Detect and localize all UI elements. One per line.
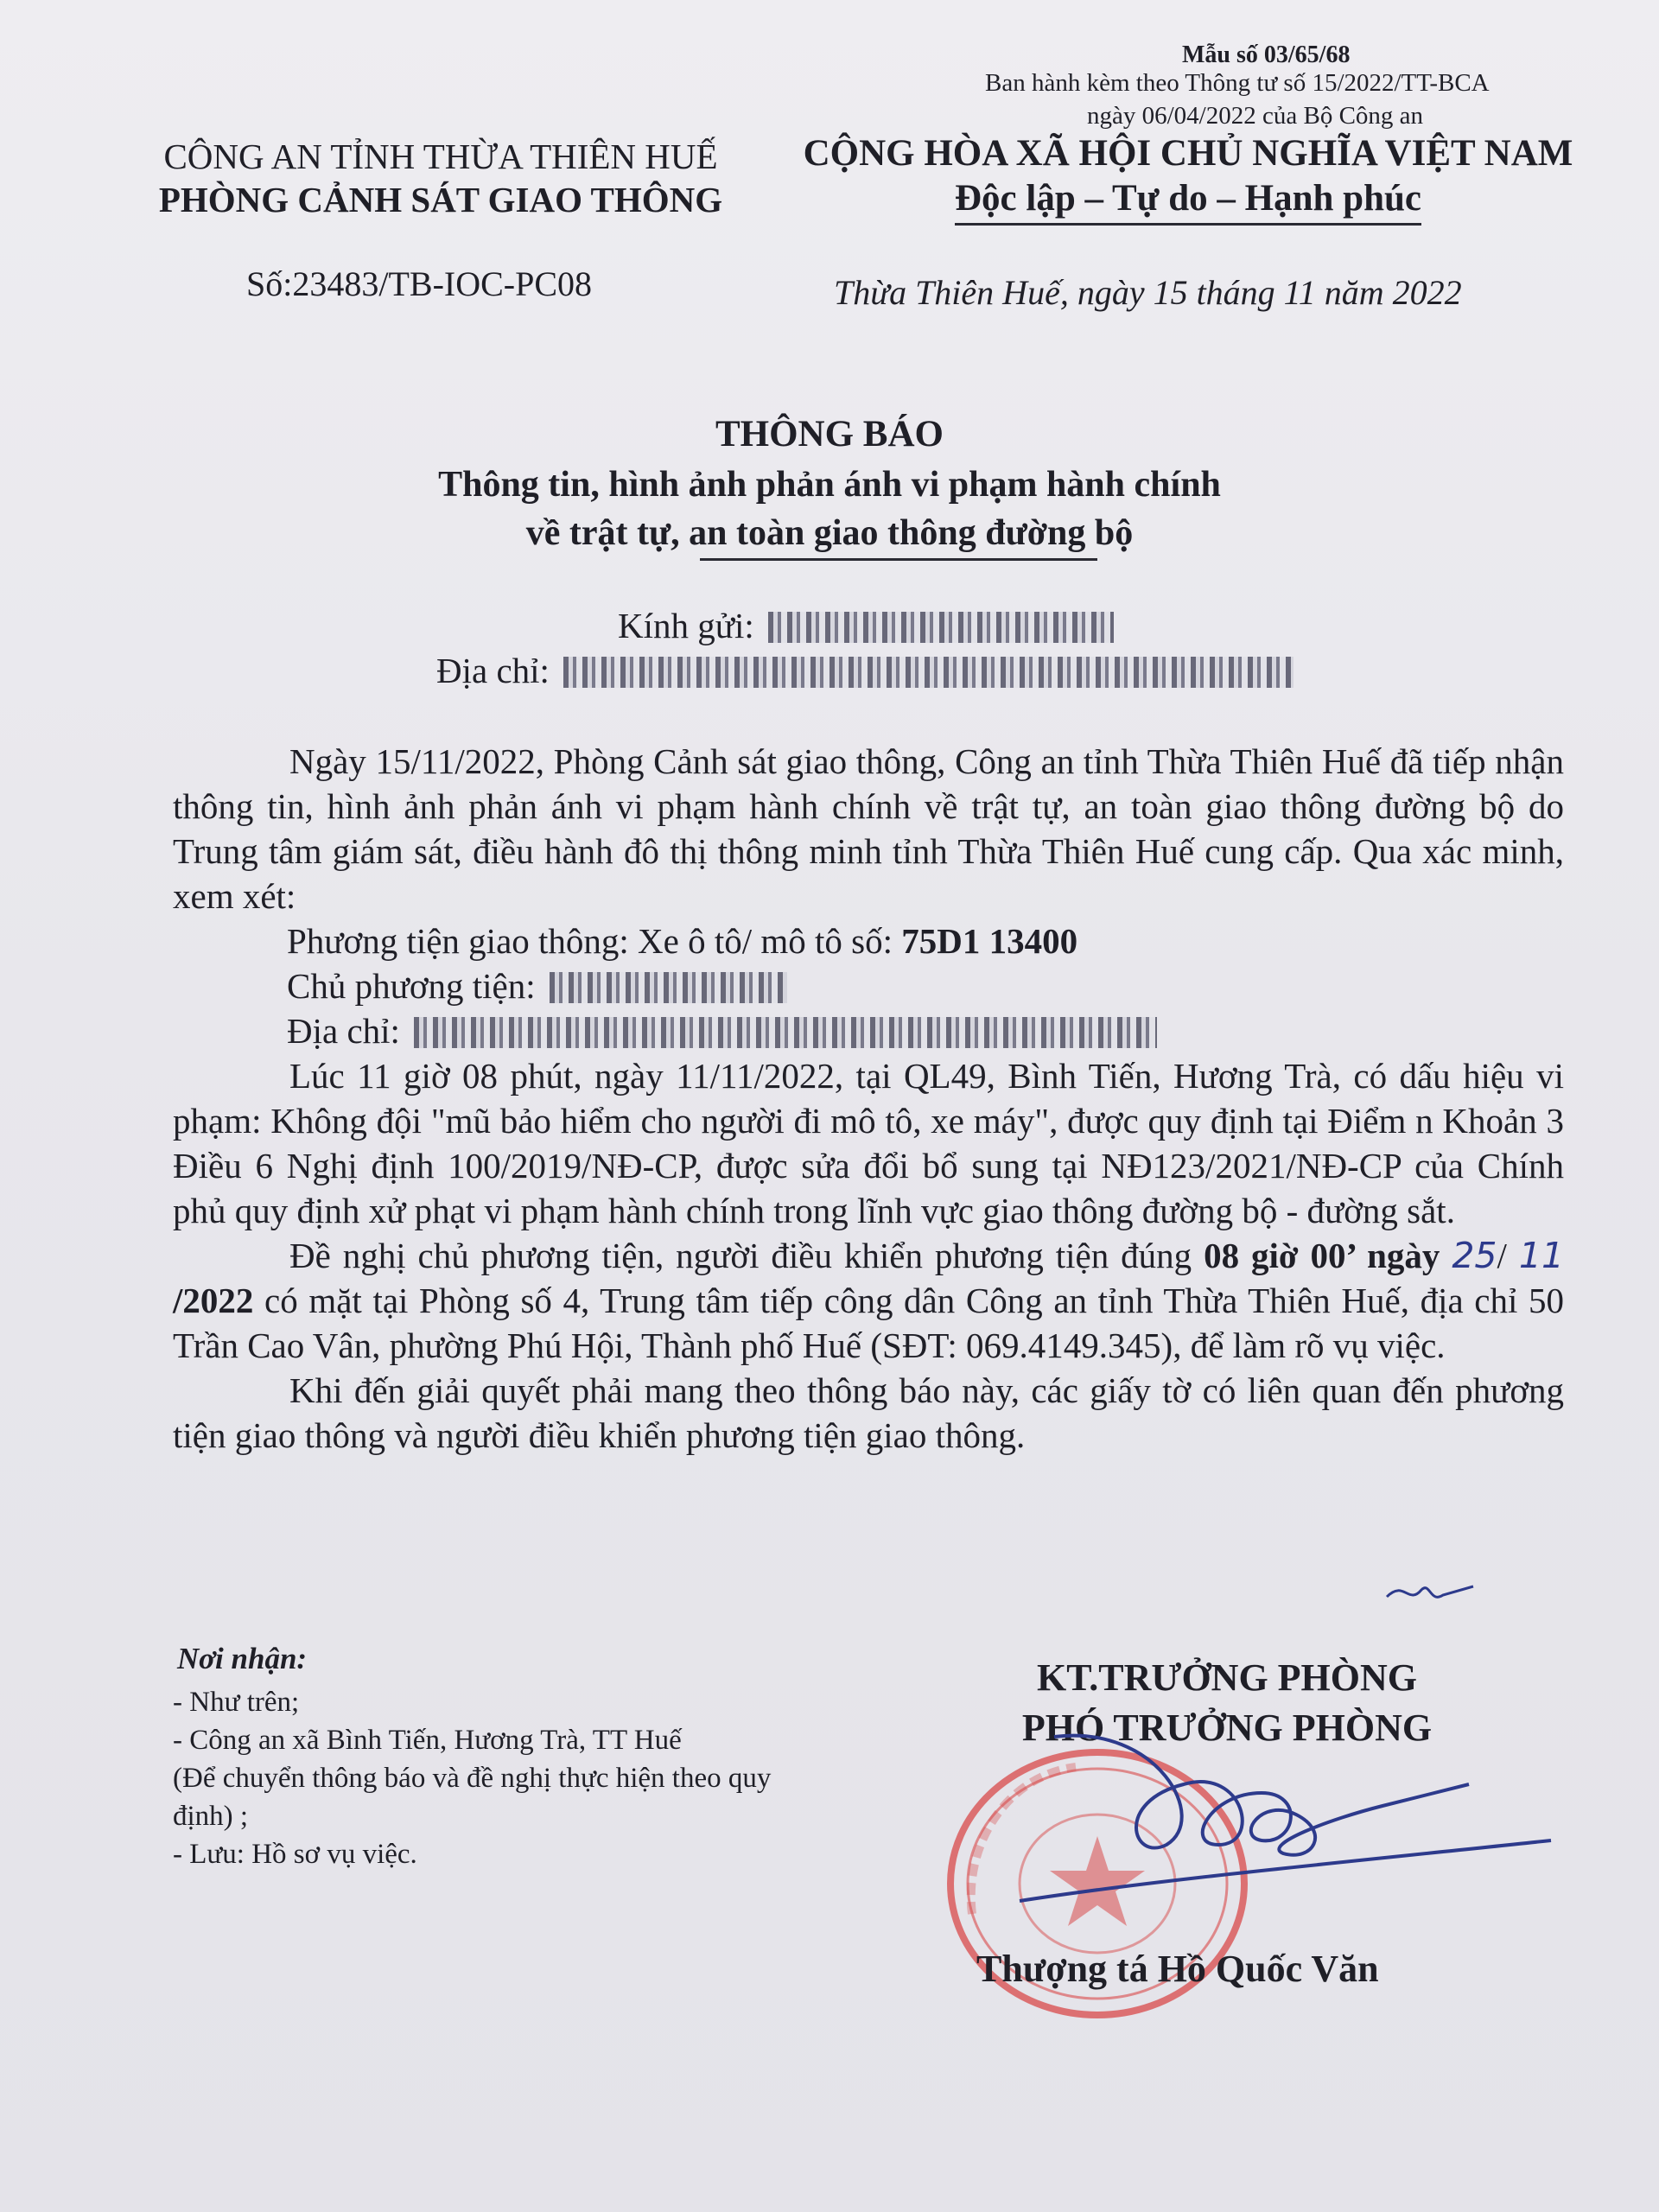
recipients-item: - Như trên;	[173, 1687, 300, 1718]
handwritten-month: 11	[1518, 1235, 1565, 1276]
agency-parent: CÔNG AN TỈNH THỪA THIÊN HUẾ	[163, 137, 718, 176]
signer-name: Thượng tá Hồ Quốc Văn	[976, 1948, 1379, 1990]
recipients-title: Nơi nhận:	[177, 1642, 308, 1675]
recipients-list	[173, 1683, 830, 1873]
form-code: Mẫu số 03/65/68	[1182, 41, 1351, 68]
document-subtitle	[0, 461, 1659, 557]
form-issued-date: ngày 06/04/2022 của Bộ Công an	[1087, 102, 1424, 130]
paragraph-requirements: Khi đến giải quyết phải mang theo thông báo này, các giấy tờ có liên quan đến phương tiện giao thông và người điều khiển phương tiện giao thông.	[173, 1370, 1564, 1455]
signatory-line-1: KT.TRƯỞNG PHÒNG	[1037, 1656, 1417, 1699]
vehicle-label: Phương tiện giao thông: Xe ô tô/ mô tô số:	[287, 921, 893, 961]
redacted-owner-address	[414, 1017, 1157, 1048]
summons-year: /2022	[173, 1281, 254, 1320]
vehicle-line	[173, 918, 1564, 963]
license-plate: 75D1 13400	[901, 921, 1078, 961]
document-number: Số:23483/TB-IOC-PC08	[246, 264, 593, 303]
paragraph-intro: Ngày 15/11/2022, Phòng Cảnh sát giao thông, Công an tỉnh Thừa Thiên Huế đã tiếp nhận thông tin, hình ảnh phản ánh vi phạm hành chính về trật tự, an toàn giao thông đường bộ do Trung tâm giám sát, điều hành đô thị thông minh tỉnh Thừa Thiên Huế cung cấp. Qua xác minh, xem xét:	[173, 741, 1564, 916]
form-issued-note: Ban hành kèm theo Thông tư số 15/2022/TT-BCA	[985, 69, 1490, 97]
recipients-item: - Lưu: Hồ sơ vụ việc.	[173, 1839, 417, 1870]
notice-body	[173, 739, 1564, 1458]
redacted-name	[768, 612, 1114, 643]
redacted-address	[563, 657, 1294, 688]
subtitle-line-2: về trật tự, an toàn giao thông đường bộ	[525, 513, 1134, 553]
handwritten-day: 25	[1452, 1235, 1497, 1276]
redacted-owner	[550, 972, 787, 1003]
document-title: THÔNG BÁO	[715, 414, 944, 454]
nation-name: CỘNG HÒA XÃ HỘI CHỦ NGHĨA VIỆT NAM	[803, 133, 1573, 174]
recipient-label: Kính gửi:	[618, 606, 754, 645]
summons-text: Đề nghị chủ phương tiện, người điều khiển phương tiện đúng	[289, 1236, 1192, 1275]
national-header	[778, 131, 1599, 226]
handwritten-initial-mark	[1382, 1571, 1478, 1611]
recipients-item: (Để chuyển thông báo và đề nghị thực hiện theo quy định) ;	[173, 1763, 772, 1832]
title-underline	[700, 558, 1097, 561]
recipient-address-line	[436, 650, 1294, 691]
summons-time: 08 giờ 00’ ngày	[1204, 1236, 1440, 1275]
handwritten-signature	[985, 1715, 1555, 1931]
owner-address-line	[173, 1008, 1564, 1053]
paragraph-violation: Lúc 11 giờ 08 phút, ngày 11/11/2022, tại QL49, Bình Tiến, Hương Trà, có dấu hiệu vi phạm: Không đội "mũ bảo hiểm cho người đi mô tô, xe máy", được quy định tại Điểm n Khoản 3 Điều 6 Nghị định 100/2019/NĐ-CP, được sửa đổi bổ sung tại NĐ123/2021/NĐ-CP của Chính phủ quy định xử phạt vi phạm hành chính trong lĩnh vực giao thông đường bộ - đường sắt.	[173, 1056, 1564, 1230]
signatory-line-2: PHÓ TRƯỞNG PHÒNG	[1021, 1707, 1433, 1749]
agency-name: PHÒNG CẢNH SÁT GIAO THÔNG	[158, 180, 723, 219]
owner-address-label: Địa chỉ:	[287, 1011, 400, 1051]
recipients-item: - Công an xã Bình Tiến, Hương Trà, TT Huế	[173, 1725, 682, 1756]
place-date: Thừa Thiên Huế, ngày 15 tháng 11 năm 2022	[834, 273, 1462, 312]
recipient-address-label: Địa chỉ:	[436, 651, 550, 690]
paragraph-summons	[173, 1233, 1564, 1368]
summons-location: có mặt tại Phòng số 4, Trung tâm tiếp công dân Công an tỉnh Thừa Thiên Huế, địa chỉ 50 Trần Cao Vân, phường Phú Hội, Thành phố Huế (SĐT: 069.4149.345), để làm rõ vụ việc.	[173, 1281, 1565, 1365]
national-motto: Độc lập – Tự do – Hạnh phúc	[955, 176, 1421, 226]
issuing-agency	[130, 135, 752, 221]
subtitle-line-1: Thông tin, hình ảnh phản ánh vi phạm hành chính	[438, 465, 1221, 505]
owner-line	[173, 963, 1564, 1008]
owner-label: Chủ phương tiện:	[287, 966, 536, 1006]
recipient-line	[618, 605, 1114, 646]
date-separator: /	[1497, 1236, 1507, 1275]
